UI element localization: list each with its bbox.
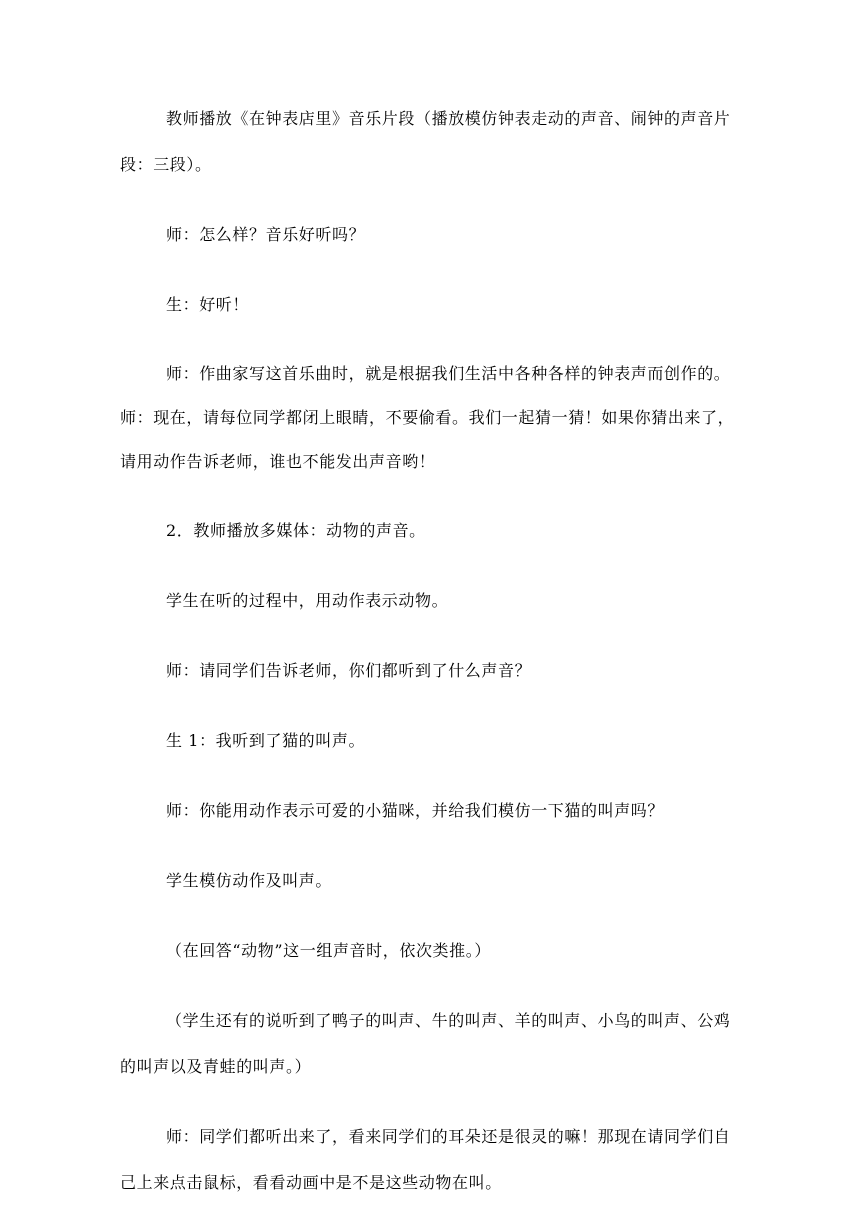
- document-body: [120, 96, 740, 1206]
- paragraph-analogy: （在回答“动物”这一组声音时，依次类推。）: [166, 941, 491, 960]
- paragraph-music-intro: 教师播放《在钟表店里》音乐片段（播放模仿钟表走动的声音、闹钟的声音片段：三段）。: [120, 109, 731, 174]
- paragraph-student-action: 学生在听的过程中，用动作表示动物。: [166, 591, 449, 610]
- paragraph-guess-game: 师：现在，请每位同学都闭上眼睛，不要偷看。我们一起猜一猜！如果你猜出来了，请用动作告诉老师，谁也不能发出声音哟！: [120, 408, 735, 471]
- paragraph-teacher-cat: 师：你能用动作表示可爱的小猫咪，并给我们模仿一下猫的叫声吗？: [166, 801, 665, 820]
- paragraph-imitate: 学生模仿动作及叫声。: [166, 871, 333, 890]
- paragraph-student-answer: 生：好听！: [166, 295, 250, 314]
- paragraph-multimedia: 2．教师播放多媒体：动物的声音。: [166, 521, 426, 540]
- paragraph-other-animals: （学生还有的说听到了鸭子的叫声、牛的叫声、羊的叫声、小鸟的叫声、公鸡的叫声以及青蛙的叫声。）: [120, 1011, 731, 1076]
- paragraph-teacher-question: 师：怎么样？音乐好听吗？: [166, 225, 366, 244]
- paragraph-click-mouse: 师：同学们都听出来了，看来同学们的耳朵还是很灵的嘛！那现在请同学们自己上来点击鼠标，看看动画中是不是这些动物在叫。: [120, 1127, 731, 1192]
- paragraph-teacher-ask: 师：请同学们告诉老师，你们都听到了什么声音？: [166, 661, 532, 680]
- paragraph-composer: 师：作曲家写这首乐曲时，就是根据我们生活中各种各样的钟表声而创作的。: [166, 364, 731, 383]
- paragraph-student-cat: 生 1：我听到了猫的叫声。: [166, 731, 366, 750]
